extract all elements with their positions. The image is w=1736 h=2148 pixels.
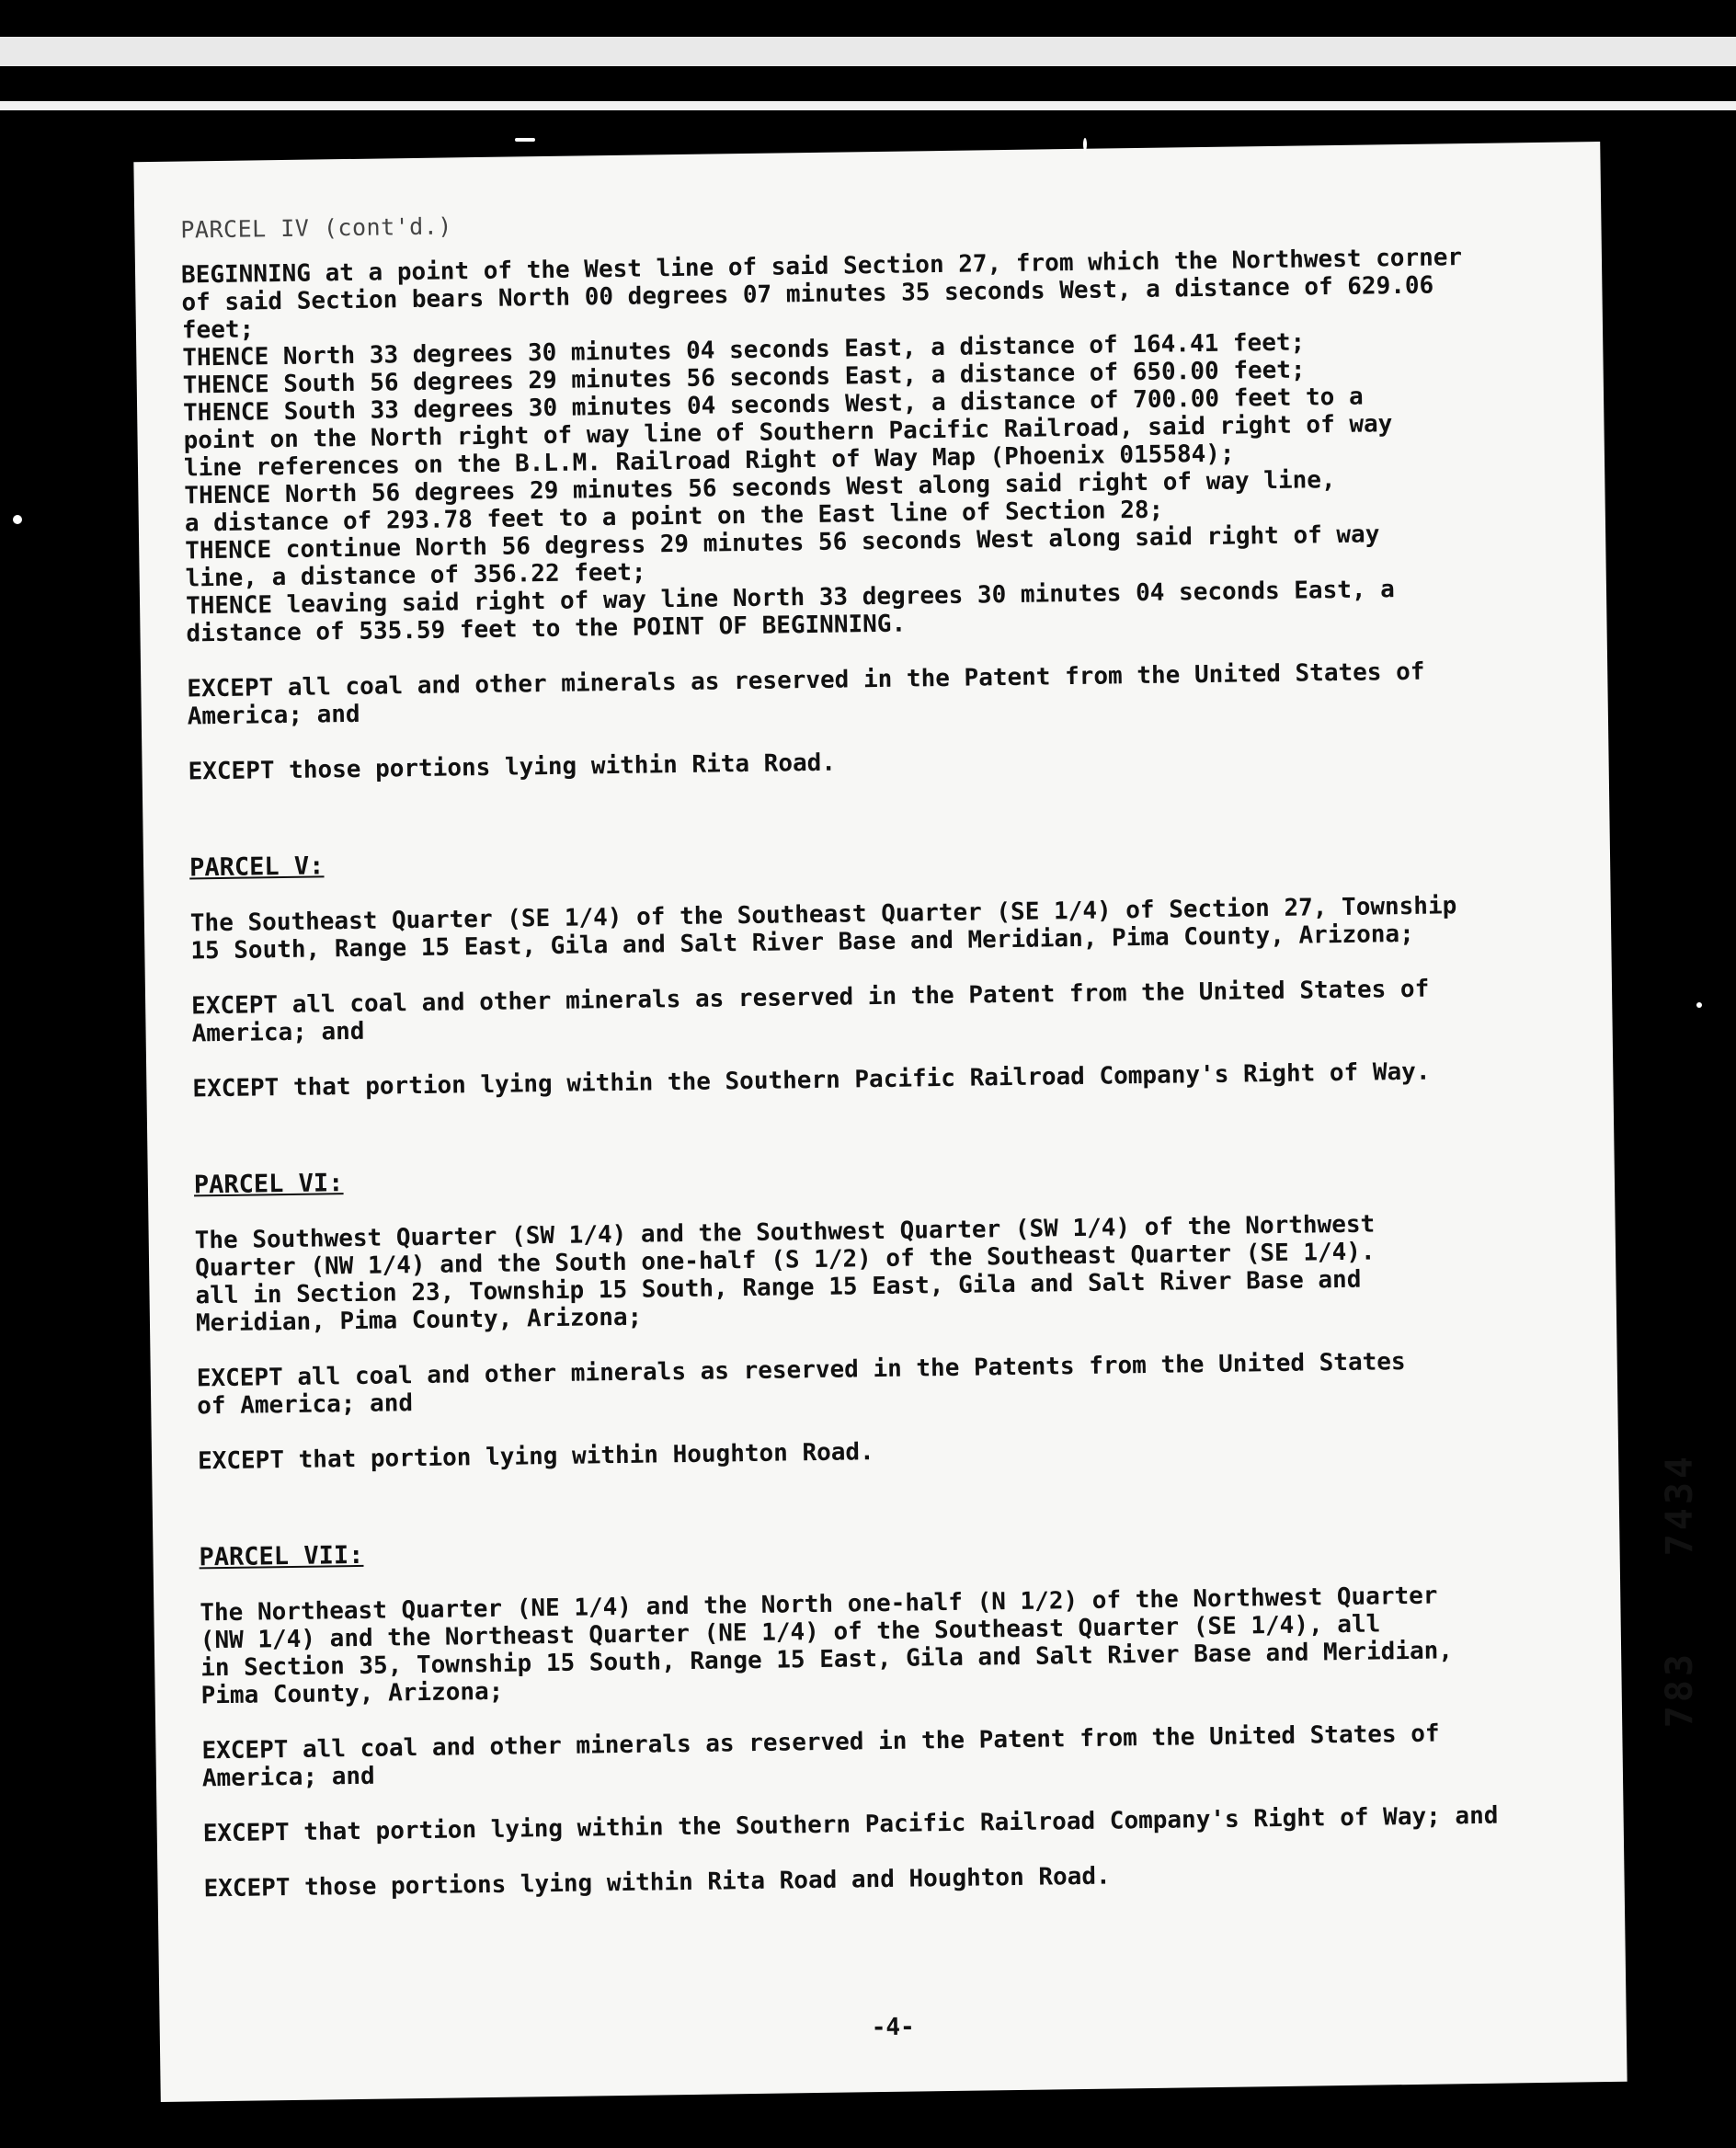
parcel-v-exception-railroad: EXCEPT that portion lying within the Southern Pacific Railroad Company's Right of Way. bbox=[192, 1057, 1431, 1103]
scan-speck bbox=[515, 138, 535, 142]
docket-number-stamp: 7434 bbox=[1659, 1453, 1701, 1557]
page-number: -4- bbox=[871, 2013, 915, 2042]
parcel-vii-exception-railroad: EXCEPT that portion lying within the Southern Pacific Railroad Company's Right of Way; and bbox=[202, 1801, 1499, 1848]
parcel-vi-title: PARCEL VI: bbox=[193, 1169, 344, 1200]
parcel-vii-title: PARCEL VII: bbox=[199, 1540, 364, 1572]
scan-speck bbox=[1696, 1002, 1702, 1008]
page-number-stamp: 783 bbox=[1659, 1651, 1701, 1729]
continued-heading: PARCEL IV (cont'd.) bbox=[180, 212, 453, 244]
parcel-v-title: PARCEL V: bbox=[188, 851, 325, 883]
parcel-vi-description: The Southwest Quarter (SW 1/4) and the Southwest Quarter (SW 1/4) of the Northwest Quarter (NW 1/4) and the South one-half (S 1/2) of the Southeast Quarter (SE 1/4). all in Section 23, Township 15 South, Range 15 East, Gila and Salt River Base and Meridian, Pima County, Arizona; bbox=[194, 1210, 1376, 1338]
document-page bbox=[133, 142, 1627, 2102]
scan-edge-band bbox=[0, 37, 1736, 66]
parcel-iv-exception-minerals: EXCEPT all coal and other minerals as reserved in the Patent from the United States of America; and bbox=[187, 657, 1425, 731]
scan-speck bbox=[13, 515, 22, 524]
parcel-vi-exception-road: EXCEPT that portion lying within Houghton Road. bbox=[197, 1438, 874, 1476]
parcel-v-description: The Southeast Quarter (SE 1/4) of the Southeast Quarter (SE 1/4) of Section 27, Township 15 South, Range 15 East, Gila and Salt River Base and Meridian, Pima County, Arizona; bbox=[189, 892, 1457, 965]
parcel-vii-exception-roads: EXCEPT those portions lying within Rita Road and Houghton Road. bbox=[203, 1862, 1111, 1903]
parcel-v-exception-minerals: EXCEPT all coal and other minerals as reserved in the Patent from the United States of America; and bbox=[190, 975, 1430, 1048]
parcel-iv-description: BEGINNING at a point of the West line of said Section 27, from which the Northwest corner of said Section bears North 00 degrees 07 minutes 35 seconds West, a distance of 629.06 feet; THENCE North 33 degrees 30 minutes 04 seconds East, a distance of 164.41 feet; THENCE South 56 degrees 29 minutes 56 seconds East, a distance of 650.00 feet; THENCE South 33 degrees 30 minutes 04 seconds West, a distance of 700.00 feet to a point on the North right of way line of Southern Pacific Railroad, said right of way line references on the B.L.M. Railroad Right of Way Map (Phoenix 015584); THENCE North 56 degrees 29 minutes 56 seconds West along said right of way line, a distance of 293.78 feet to a point on the East line of Section 28; THENCE continue North 56 degress 29 minutes 56 seconds West along said right of way line, a distance of 356.22 feet; THENCE leaving said right of way line North 33 degrees 30 minutes 04 seconds East, a distance of 535.59 feet to the POINT OF BEGINNING. bbox=[180, 244, 1463, 648]
parcel-iv-exception-road: EXCEPT those portions lying within Rita Road. bbox=[188, 748, 837, 786]
parcel-vi-exception-minerals: EXCEPT all coal and other minerals as reserved in the Patents from the United States of America; and bbox=[196, 1348, 1406, 1421]
scan-edge-band-lower bbox=[0, 101, 1736, 110]
parcel-vii-description: The Northeast Quarter (NE 1/4) and the North one-half (N 1/2) of the Northwest Quarter (NW 1/4) and the Northeast Quarter (NE 1/4) of the Southeast Quarter (SE 1/4), all in Section 35, Township 15 South, Range 15 East, Gila and Salt River Base and Meridian, Pima County, Arizona; bbox=[200, 1582, 1454, 1710]
scan-speck bbox=[1083, 138, 1087, 151]
parcel-vii-exception-minerals: EXCEPT all coal and other minerals as reserved in the Patent from the United States of America; and bbox=[201, 1720, 1440, 1793]
